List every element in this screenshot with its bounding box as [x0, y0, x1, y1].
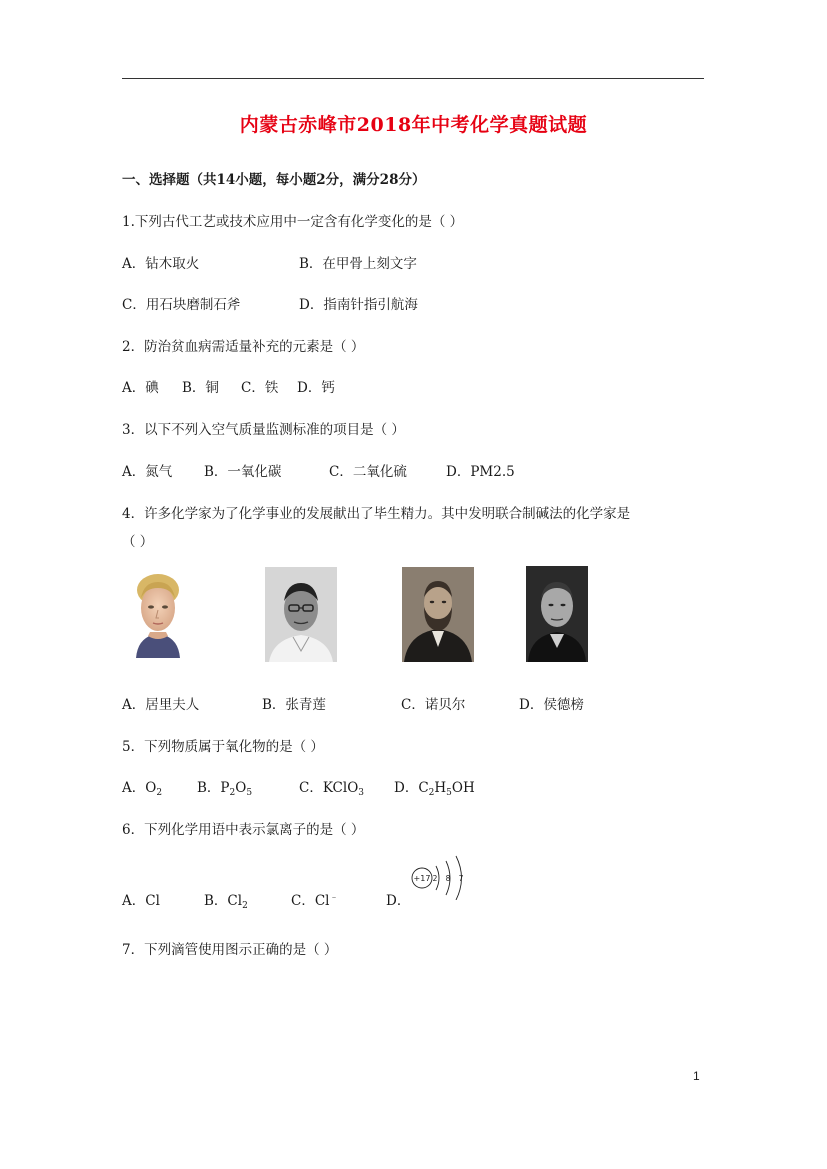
question-4-option-d: D．侯德榜: [519, 697, 584, 713]
question-4-stem-continued: （ ）: [122, 534, 154, 550]
question-1-option-c: C．用石块磨制石斧: [122, 297, 241, 313]
question-5-option-d: D．$C_2H_5OH$: [394, 780, 475, 798]
question-4-option-c: C．诺贝尔: [401, 697, 466, 713]
nucleus-charge-label: +17: [413, 874, 431, 883]
question-6-option-b: B．$Cl_2$: [204, 893, 248, 911]
question-3-option-d: D．PM2.5: [446, 464, 515, 480]
page-title: 内蒙古赤峰市2018年中考化学真题试题: [239, 114, 588, 136]
header-rule: [122, 78, 704, 79]
question-1-option-a: A．钻木取火: [122, 256, 200, 272]
section-heading: 一、选择题（共14小题，每小题2分，满分28分）: [122, 172, 426, 188]
chlorine-atom-structure-diagram: [406, 852, 478, 900]
question-5-option-b: B．$P_2O_5$: [197, 780, 253, 798]
question-6-option-a: A．Cl: [122, 893, 160, 909]
question-1-option-d: D．指南针指引航海: [299, 297, 418, 313]
question-5-option-c: C．KClO$_3$: [299, 780, 365, 798]
question-4-option-b: B．张青莲: [262, 697, 326, 713]
question-2-option-a: A．碘: [122, 380, 159, 396]
question-1-option-b: B．在甲骨上刻文字: [299, 256, 417, 272]
question-3-stem: 3．以下不列入空气质量监测标准的项目是（ ）: [122, 422, 405, 438]
shell-2-electrons: 8: [445, 874, 451, 883]
portrait-nobel-image: [402, 567, 474, 662]
question-6-option-d: D．: [386, 893, 411, 909]
question-2-stem: 2．防治贫血病需适量补充的元素是（ ）: [122, 339, 365, 355]
question-5-option-a: A．$O_2$: [122, 780, 163, 798]
portrait-curie-image: [130, 570, 186, 660]
portrait-zhang-qinglian-image: [265, 567, 337, 662]
question-4-option-a: A．居里夫人: [122, 697, 200, 713]
portrait-hou-debang-image: [526, 566, 588, 662]
question-5-stem: 5．下列物质属于氧化物的是（ ）: [122, 739, 324, 755]
question-6-stem: 6．下列化学用语中表示氯离子的是（ ）: [122, 822, 365, 838]
question-3-option-c: C．二氧化硫: [329, 464, 407, 480]
shell-3-electrons: 7: [458, 874, 464, 883]
question-2-option-b: B．铜: [182, 380, 219, 396]
question-3-option-b: B．一氧化碳: [204, 464, 282, 480]
question-1-stem: 1.下列古代工艺或技术应用中一定含有化学变化的是（ ）: [122, 214, 464, 230]
question-7-stem: 7．下列滴管使用图示正确的是（ ）: [122, 942, 338, 958]
shell-1-electrons: 2: [432, 874, 438, 883]
page-number: 1: [693, 1069, 700, 1083]
question-4-stem: 4．许多化学家为了化学事业的发展献出了毕生精力。其中发明联合制碱法的化学家是: [122, 506, 631, 522]
question-3-option-a: A．氮气: [122, 464, 173, 480]
question-2-option-d: D．钙: [297, 380, 335, 396]
question-6-option-c: C．Cl﹣: [291, 892, 339, 909]
question-2-option-c: C．铁: [241, 380, 279, 396]
